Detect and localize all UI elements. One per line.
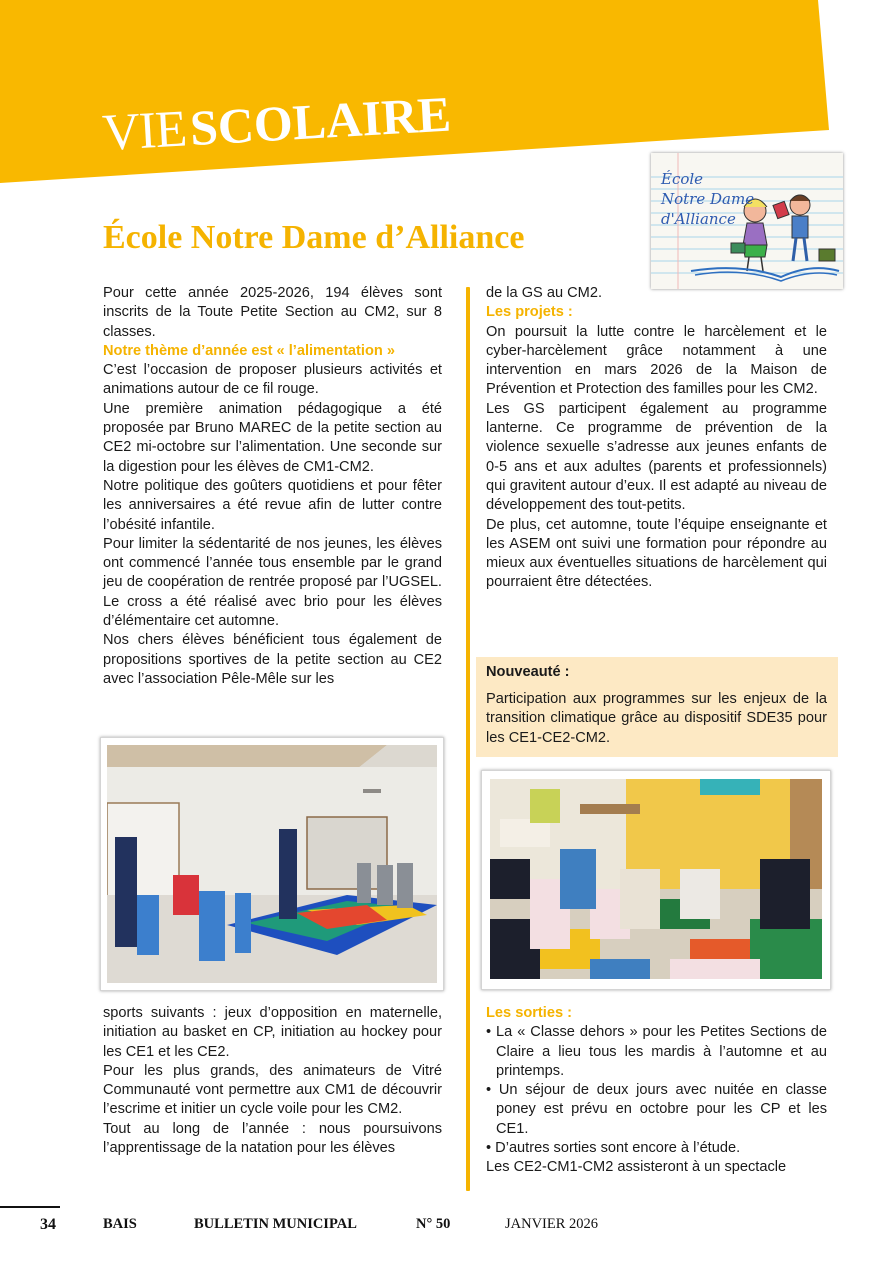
article-title: École Notre Dame d’Alliance xyxy=(103,219,525,256)
logo-line-2: Notre Dame xyxy=(661,190,755,208)
sports-hall-illustration xyxy=(107,745,437,983)
theme-paragraph: Notre politique des goûters quotidiens et pour fêter les anniversaires a été revue afin de lutter contre l’obésité infantile. xyxy=(103,477,442,533)
theme-paragraph: Une première animation pédagogique a été proposée par Bruno MAREC de la petite section au CE2 mi-octobre sur l’alimentation. Une seconde sur la digestion pour les élèves de CM1-CM2. xyxy=(103,400,442,475)
footer-date: JANVIER 2026 xyxy=(505,1216,599,1232)
right-column-bottom xyxy=(486,1004,827,1178)
footer-town: BAIS xyxy=(103,1216,137,1232)
theme-paragraph: Nos chers élèves bénéficient tous également de propositions sportives de la petite section au CE2 avec l’association Pêle-Mêle sur les xyxy=(103,632,442,687)
theme-paragraph: C’est l’occasion de proposer plusieurs activités et animations autour de ce fil rouge. xyxy=(103,362,442,398)
closing-paragraph: Les CE2-CM1-CM2 assisteront à un spectacle xyxy=(486,1159,787,1176)
projects-heading: Les projets : xyxy=(486,304,573,321)
section-title-bold: SCOLAIRE xyxy=(188,85,453,157)
left-column-top xyxy=(103,284,442,689)
theme-heading: Notre thème d’année est « l’alimentation » xyxy=(103,342,395,359)
natation-end: de la GS au CM2. xyxy=(486,285,602,301)
outing-item: • D’autres sorties sont encore à l’étude. xyxy=(486,1140,741,1157)
intro-paragraph: Pour cette année 2025-2026, 194 élèves sont inscrits de la Toute Petite Section au CM2, sur 8 classes. xyxy=(103,285,442,340)
sports-paragraph: Tout au long de l’année : nous poursuivons l’apprentissage de la natation pour les élèves xyxy=(103,1120,442,1157)
footer-publication: BULLETIN MUNICIPAL xyxy=(194,1216,357,1232)
outing-item: • Un séjour de deux jours avec nuitée en classe poney est prévu en octobre pour les CP et les CE1. xyxy=(486,1082,827,1137)
theme-paragraph: Pour limiter la sédentarité de nos jeunes, les élèves ont commencé l’année tous ensemble par le grand jeu de coopération de rentrée proposé par l’UGSEL. Le cross a été réalisé avec brio pour les élèves d’élémentaire cet automne. xyxy=(103,535,442,630)
logo-text xyxy=(661,169,754,229)
nouveaute-text: Participation aux programmes sur les enjeux de la transition climatique grâce au dispositif SDE35 pour les CE1-CE2-CM2. xyxy=(486,691,827,746)
projects-paragraph: Les GS participent également au programme lanterne. Ce programme de prévention de la violence sexuelle s’adresse aux jeunes enfants de 0-5 ans et aux adultes (parents et professionnels) qui gravitent autour d’eux. Il est adapté au niveau de développement des tout-petits. xyxy=(486,400,827,514)
footer-page-number: 34 xyxy=(40,1216,56,1233)
footer-rule xyxy=(0,1206,60,1208)
projects-paragraph: De plus, cet automne, toute l’équipe enseignante et les ASEM ont suivi une formation pour répondre au mieux aux éventuelles situations de harcèlement qui pourraient être détectées. xyxy=(486,516,827,591)
school-logo xyxy=(651,153,843,289)
logo-line-3: d'Alliance xyxy=(661,210,736,228)
projects-paragraph: On poursuit la lutte contre le harcèlement et le cyber-harcèlement grâce notamment à une intervention en mars 2026 de la Maison de Prévention et Protection des familles pour les CM2. xyxy=(486,323,827,398)
right-column-top xyxy=(486,284,827,593)
section-title-light: VIE xyxy=(100,100,188,162)
outing-item: • La « Classe dehors » pour les Petites Sections de Claire a lieu tous les mardis à l’automne et au printemps. xyxy=(486,1024,827,1079)
footer-issue: N° 50 xyxy=(416,1216,451,1232)
nouveaute-box xyxy=(476,657,838,757)
nouveaute-title: Nouveauté : xyxy=(486,664,570,680)
photo-sports-hall xyxy=(100,737,444,991)
sports-paragraph: Pour les plus grands, des animateurs de Vitré Communauté vont permettre aux CM1 de découvrir l’escrime et initier un cycle voile pour les CM2. xyxy=(103,1062,442,1118)
column-divider xyxy=(466,287,470,1191)
logo-line-1: École xyxy=(661,170,704,188)
reading-corner-illustration xyxy=(490,779,822,979)
sports-paragraph: sports suivants : jeux d’opposition en maternelle, initiation au basket en CP, initiation au hockey pour les CE1 et les CE2. xyxy=(103,1005,442,1060)
left-column-bottom xyxy=(103,1004,442,1158)
outings-heading: Les sorties : xyxy=(486,1005,572,1021)
photo-reading-corner xyxy=(481,770,831,990)
